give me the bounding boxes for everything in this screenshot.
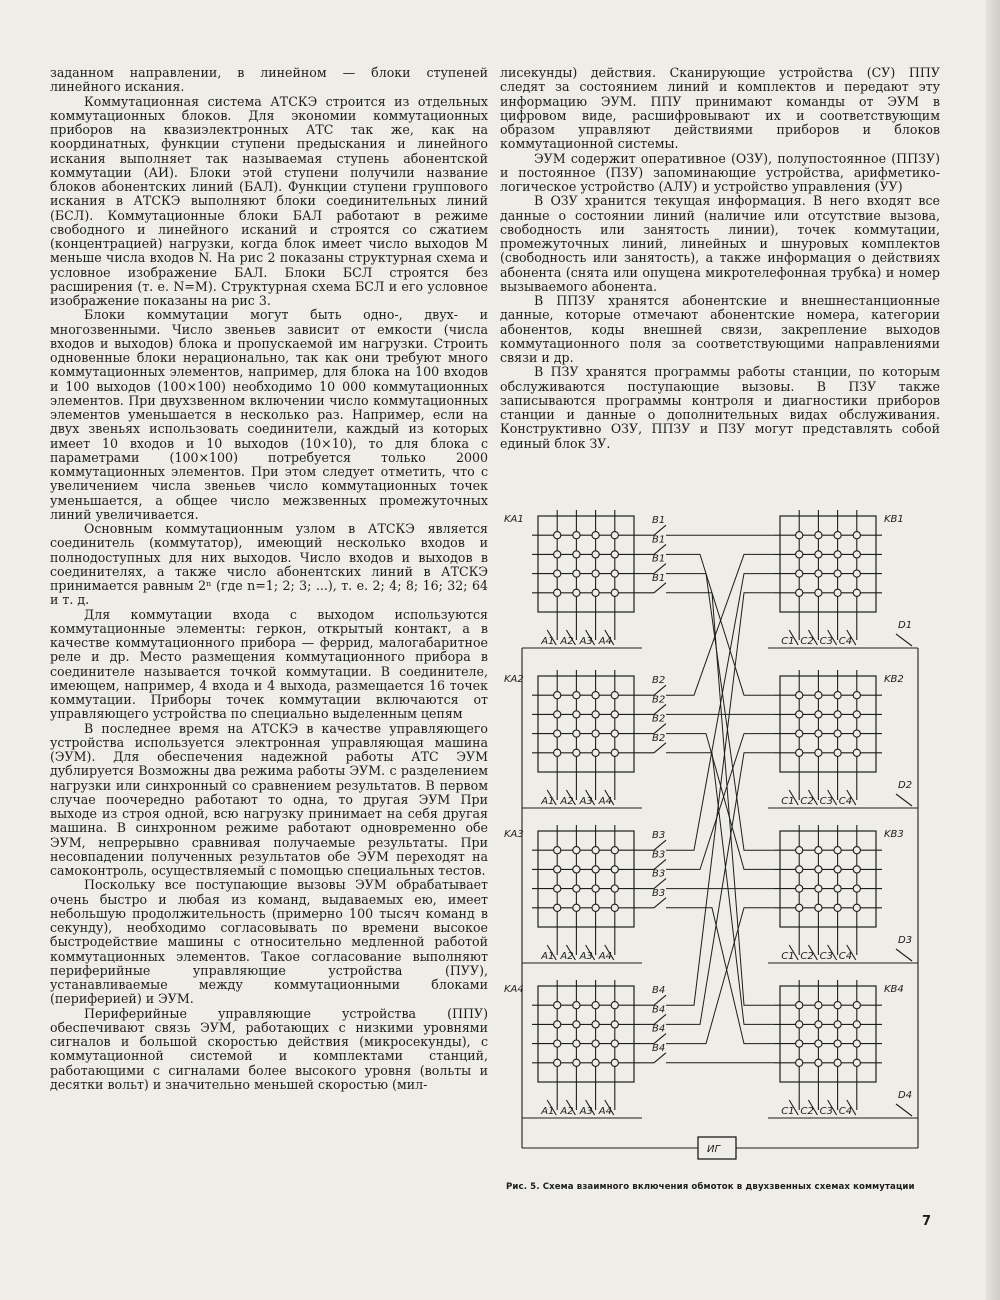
switch-point bbox=[611, 885, 618, 892]
switch-point bbox=[592, 866, 599, 873]
switch-point bbox=[573, 730, 580, 737]
row-label-b: B1 bbox=[652, 572, 666, 584]
switch-point bbox=[573, 1040, 580, 1047]
input-label-a: A1 bbox=[541, 636, 555, 647]
switch-point bbox=[796, 1059, 803, 1066]
switch-point bbox=[592, 589, 599, 596]
block-label-ka: KA3 bbox=[504, 829, 524, 840]
switch-point bbox=[853, 730, 860, 737]
switch-point bbox=[554, 885, 561, 892]
switch-point bbox=[853, 1059, 860, 1066]
switch-point bbox=[592, 1002, 599, 1009]
paragraph: В ППЗУ хранятся абонентские и внешнестанционные данные, которые отмечают абонентские номера, категории абонентов, коды внешней связи, закрепление выходов коммутационного поля за соответствующими направлениями связи и др. bbox=[500, 293, 940, 365]
switch-point bbox=[853, 847, 860, 854]
output-label-c: C3 bbox=[819, 636, 833, 647]
row-label-b: B3 bbox=[652, 868, 666, 880]
switch-point bbox=[853, 570, 860, 577]
input-label-a: A4 bbox=[598, 1106, 613, 1117]
output-label-c: C4 bbox=[838, 796, 853, 807]
switch-point bbox=[796, 866, 803, 873]
switch-point bbox=[611, 1040, 618, 1047]
switch-point bbox=[573, 1002, 580, 1009]
switch-point bbox=[611, 749, 618, 756]
paragraph: Блоки коммутации могут быть одно-, двух- и многозвенными. Число звеньев зависит от емкости (числа входов и выходов) блока и пропускаемой им нагрузки. Строить одновенные блоки нерационально, так как они требуют много коммутационных элементов, например, для блока на 100 входов и 100 выходов (100×100) необходимо 10 000 коммутационных элементов. При двухзвенном включении число коммутационных элементов уменьшается в несколько раз. Например, если на двух звеньях использовать соединители, каждый из которых имеет 10 входов и 10 выходов (10×10), то для блока с параметрами (100×100) потребуется только 2000 коммутационных элементов. При этом следует отметить, что с увеличением числа звеньев число коммутационных точек уменьшается, а общее число межзвенных промежуточных линий увеличивается. bbox=[50, 307, 488, 522]
switch-point bbox=[592, 885, 599, 892]
paragraph: Поскольку все поступающие вызовы ЭУМ обрабатывает очень быстро и любая из команд, выдаваемых ею, имеет небольшую продолжительность (примерно 100 тысяч команд в секунду), необходимо согласовывать по времени высокое быстродействие машины с относительно медленной работой коммутационных элементов. Такое согласование выполняют периферийные управляющие устройства (ПУУ), устанавливаемые между коммутационными блоками (периферией) и ЭУМ. bbox=[50, 877, 488, 1007]
switch-point bbox=[611, 692, 618, 699]
switch-point bbox=[834, 904, 841, 911]
switch-point bbox=[554, 570, 561, 577]
switch-point bbox=[611, 1002, 618, 1009]
switch-point bbox=[592, 730, 599, 737]
switch-point bbox=[815, 730, 822, 737]
switch-point bbox=[573, 589, 580, 596]
input-label-a: A3 bbox=[579, 796, 593, 807]
row-label-b: B2 bbox=[652, 675, 666, 687]
output-label-c: C3 bbox=[819, 951, 833, 962]
output-label-c: C4 bbox=[838, 1106, 853, 1117]
output-label-c: C4 bbox=[838, 951, 853, 962]
switch-point bbox=[815, 589, 822, 596]
output-label-d: D2 bbox=[898, 780, 913, 791]
input-label-a: A2 bbox=[560, 1106, 574, 1117]
input-label-a: A2 bbox=[560, 636, 574, 647]
switch-point bbox=[796, 532, 803, 539]
paragraph: Для коммутации входа с выходом используются коммутационные элементы: геркон, открытый контакт, а в качестве коммутационного прибора — феррид, малогабаритное реле и др. Место размещения коммутационного прибора в соединителе называется точкой коммутации. В соединителе, имеющем, например, 4 входа и 4 выхода, размещается 16 точек коммутации. Приборы точек коммутации включаются от управляющего устройства по специально выделенным цепям bbox=[50, 606, 488, 722]
switch-point bbox=[834, 749, 841, 756]
switch-point bbox=[573, 847, 580, 854]
switch-point bbox=[834, 866, 841, 873]
row-label-b: B2 bbox=[652, 713, 666, 725]
switch-point bbox=[796, 1040, 803, 1047]
d-contact bbox=[896, 1104, 912, 1116]
right-text-column bbox=[500, 66, 940, 451]
switch-point bbox=[554, 692, 561, 699]
switch-point bbox=[853, 711, 860, 718]
d-contact bbox=[896, 794, 912, 806]
row-label-b: B4 bbox=[652, 1042, 666, 1054]
input-label-a: A4 bbox=[598, 796, 613, 807]
output-label-c: C3 bbox=[819, 1106, 833, 1117]
b-contact bbox=[654, 743, 666, 753]
output-label-c: C3 bbox=[819, 796, 833, 807]
output-label-c: C2 bbox=[800, 796, 814, 807]
grid-frame bbox=[538, 831, 634, 927]
switch-point bbox=[611, 711, 618, 718]
row-label-b: B4 bbox=[652, 1023, 666, 1035]
switch-point bbox=[815, 532, 822, 539]
paragraph: лисекунды) действия. Сканирующие устройства (СУ) ППУ следят за состоянием линий и комплектов и передают эту информацию ЭУМ. ППУ принимают команды от ЭУМ в цифровом виде, расшифровывают их и соответствующим образом управляют действиями приборов и блоков коммутационной системы. bbox=[500, 65, 940, 152]
b-contact bbox=[654, 1053, 666, 1063]
block-label-ka: KA1 bbox=[504, 514, 524, 525]
row-label-b: B4 bbox=[652, 985, 666, 997]
switch-point bbox=[573, 1059, 580, 1066]
switch-point bbox=[796, 692, 803, 699]
switch-point bbox=[834, 711, 841, 718]
switch-point bbox=[815, 1021, 822, 1028]
switch-point bbox=[573, 551, 580, 558]
switch-point bbox=[853, 866, 860, 873]
switch-point bbox=[853, 1021, 860, 1028]
paragraph: В ПЗУ хранятся программы работы станции, по которым обслуживаются поступающие вызовы. В ПЗУ также записываются программы контроля и диагностики приборов станции и данные о дополнительных видах обслуживания. Конструктивно ОЗУ, ППЗУ и ПЗУ могут представлять собой единый блок ЗУ. bbox=[500, 364, 940, 451]
output-label-c: C2 bbox=[800, 1106, 814, 1117]
switch-point bbox=[834, 730, 841, 737]
block-label-ka: KA2 bbox=[504, 674, 524, 685]
page-edge bbox=[986, 0, 1000, 1300]
row-label-b: B3 bbox=[652, 887, 666, 899]
cross-connect-wire bbox=[666, 908, 774, 1044]
switch-point bbox=[611, 589, 618, 596]
switch-point bbox=[592, 749, 599, 756]
switch-point bbox=[834, 1002, 841, 1009]
switch-point bbox=[796, 551, 803, 558]
switch-point bbox=[554, 1002, 561, 1009]
switch-point bbox=[815, 692, 822, 699]
switch-point bbox=[796, 570, 803, 577]
switch-point bbox=[834, 532, 841, 539]
block-label-kb: KB2 bbox=[884, 674, 904, 685]
switch-point bbox=[815, 885, 822, 892]
switch-point bbox=[611, 532, 618, 539]
paragraph: заданном направлении, в линейном — блоки ступеней линейного искания. bbox=[50, 65, 488, 95]
switch-point bbox=[815, 711, 822, 718]
output-label-c: C2 bbox=[800, 951, 814, 962]
switch-point bbox=[592, 532, 599, 539]
switch-point bbox=[815, 1040, 822, 1047]
input-label-a: A3 bbox=[579, 636, 593, 647]
grid-frame bbox=[780, 516, 876, 612]
figure-caption: Рис. 5. Схема взаимного включения обмоток в двухзвенных схемах коммутации bbox=[506, 1182, 915, 1192]
switch-point bbox=[611, 551, 618, 558]
paragraph: В последнее время на АТСКЭ в качестве управляющего устройства используется электронная управляющая машина (ЭУМ). Для обеспечения надежной работы АТС ЭУМ дублируется Возможны два режима работы ЭУМ. с разделением нагрузки или синхронный со сравнением результатов. В первом случае поочередно работают то одна, то другая ЭУМ При выходе из строя одной, всю нагрузку принимает на себя другая машина. В синхронном режиме работают одновременно обе ЭУМ, непрерывно сравнивая получаемые результаты. При несовпадении полученных результатов обе ЭУМ переходят на самоконтроль, осуществляемый с помощью специальных тестов. bbox=[50, 720, 488, 878]
switch-point bbox=[815, 1059, 822, 1066]
switch-point bbox=[611, 866, 618, 873]
switch-point bbox=[611, 730, 618, 737]
grid-frame bbox=[538, 516, 634, 612]
switch-point bbox=[853, 1040, 860, 1047]
input-label-a: A2 bbox=[560, 796, 574, 807]
switch-point bbox=[592, 570, 599, 577]
block-label-kb: KB3 bbox=[884, 829, 904, 840]
grid-frame bbox=[780, 831, 876, 927]
input-label-a: A3 bbox=[579, 1106, 593, 1117]
switch-point bbox=[554, 904, 561, 911]
switch-point bbox=[834, 589, 841, 596]
switch-point bbox=[796, 1002, 803, 1009]
block-label-kb: KB4 bbox=[884, 984, 904, 995]
b-contact bbox=[654, 583, 666, 593]
switch-point bbox=[796, 749, 803, 756]
switch-point bbox=[554, 1059, 561, 1066]
switch-point bbox=[554, 730, 561, 737]
switch-point bbox=[834, 1059, 841, 1066]
paragraph: В ОЗУ хранится текущая информация. В него входят все данные о состоянии линий (наличие или отсутствие вызова, свободность или занятость линии), точек коммутации, промежуточных линий, линейных и шнуровых комплектов (свободность или занятость), а также информация о действиях абонента (снята или опущена микротелефонная трубка) и номер вызываемого абонента. bbox=[500, 193, 940, 294]
switch-point bbox=[554, 866, 561, 873]
switch-point bbox=[592, 1040, 599, 1047]
switch-point bbox=[592, 1021, 599, 1028]
switch-point bbox=[853, 1002, 860, 1009]
grid-frame bbox=[780, 676, 876, 772]
row-label-b: B1 bbox=[652, 534, 666, 546]
switch-point bbox=[834, 1040, 841, 1047]
switch-point bbox=[573, 866, 580, 873]
switch-point bbox=[815, 551, 822, 558]
switch-point bbox=[796, 904, 803, 911]
switch-point bbox=[853, 885, 860, 892]
switch-point bbox=[853, 551, 860, 558]
input-label-a: A3 bbox=[579, 951, 593, 962]
switch-point bbox=[796, 847, 803, 854]
cross-connect-wire bbox=[666, 908, 774, 1044]
switch-point bbox=[592, 692, 599, 699]
switch-point bbox=[554, 749, 561, 756]
switch-point bbox=[853, 692, 860, 699]
switch-point bbox=[592, 904, 599, 911]
switch-point bbox=[834, 551, 841, 558]
switch-point bbox=[554, 589, 561, 596]
figure-switching-diagram bbox=[500, 496, 940, 1174]
grid-frame bbox=[780, 986, 876, 1082]
switch-point bbox=[611, 1021, 618, 1028]
switch-point bbox=[853, 749, 860, 756]
switch-point bbox=[573, 1021, 580, 1028]
output-label-c: C1 bbox=[781, 636, 795, 647]
output-label-d: D4 bbox=[898, 1090, 913, 1101]
switch-point bbox=[554, 711, 561, 718]
block-label-ka: KA4 bbox=[504, 984, 524, 995]
row-label-b: B2 bbox=[652, 694, 666, 706]
switch-point bbox=[834, 1021, 841, 1028]
switch-point bbox=[834, 885, 841, 892]
row-label-b: B1 bbox=[652, 515, 666, 527]
left-text-column bbox=[50, 66, 488, 1092]
row-label-b: B4 bbox=[652, 1004, 666, 1016]
switch-point bbox=[573, 570, 580, 577]
switch-point bbox=[573, 904, 580, 911]
output-label-c: C4 bbox=[838, 636, 853, 647]
switch-point bbox=[834, 692, 841, 699]
switch-point bbox=[834, 570, 841, 577]
output-label-d: D3 bbox=[898, 935, 913, 946]
output-label-c: C1 bbox=[781, 1106, 795, 1117]
input-label-a: A1 bbox=[541, 796, 555, 807]
switch-point bbox=[611, 847, 618, 854]
grid-frame bbox=[538, 986, 634, 1082]
switch-point bbox=[573, 885, 580, 892]
switch-point bbox=[815, 570, 822, 577]
switch-point bbox=[853, 532, 860, 539]
row-label-b: B2 bbox=[652, 732, 666, 744]
generator-label: ИГ bbox=[707, 1144, 721, 1155]
switch-point bbox=[853, 589, 860, 596]
input-label-a: A4 bbox=[598, 951, 613, 962]
input-label-a: A4 bbox=[598, 636, 613, 647]
switch-point bbox=[796, 885, 803, 892]
b-contact bbox=[654, 898, 666, 908]
switch-point bbox=[796, 589, 803, 596]
switch-point bbox=[573, 692, 580, 699]
switch-point bbox=[592, 1059, 599, 1066]
paragraph: Коммутационная система АТСКЭ строится из отдельных коммутационных блоков. Для экономии коммутационных приборов на квазиэлектронных АТС так же, как на координатных, функции ступени предыскания и линейного искания выполняет так называемая ступень абонентской коммутации (АИ). Блоки этой ступени получили название блоков абонентских линий (БАЛ). Функции ступени группового искания в АТСКЭ выполняют блоки соединительных линий (БСЛ). Коммутационные блоки БАЛ работают в режиме свободного и линейного исканий и строятся со сжатием (концентрацией) нагрузки, когда блок имеет число выходов M меньше числа входов N. На рис 2 показаны структурная схема и условное изображение БАЛ. Блоки БСЛ строятся без расширения (т. е. N=M). Структурная схема БСЛ и его условное изображение показаны на рис 3. bbox=[50, 93, 488, 308]
switch-point bbox=[554, 551, 561, 558]
switch-point bbox=[573, 749, 580, 756]
switch-point bbox=[554, 532, 561, 539]
row-label-b: B1 bbox=[652, 553, 666, 565]
switch-point bbox=[815, 904, 822, 911]
paragraph: Периферийные управляющие устройства (ППУ) обеспечивают связь ЭУМ, работающих с низкими уровнями сигналов и большой скоростью действия (микросекунды), с коммутационной системой и комплектами станций, работающими с сигналами более высокого уровня (вольты и десятки вольт) и значительно меньшей скоростью (мил- bbox=[50, 1005, 488, 1092]
switch-point bbox=[796, 730, 803, 737]
switch-point bbox=[796, 1021, 803, 1028]
switch-point bbox=[611, 1059, 618, 1066]
cross-connect-wire bbox=[666, 734, 774, 870]
output-label-c: C1 bbox=[781, 796, 795, 807]
paragraph: ЭУМ содержит оперативное (ОЗУ), полупостоянное (ППЗУ) и постоянное (ПЗУ) запоминающие устройства, арифметико-логическое устройство (АЛУ) и устройство управления (УУ) bbox=[500, 150, 940, 194]
switch-point bbox=[592, 711, 599, 718]
switch-point bbox=[815, 847, 822, 854]
switch-point bbox=[853, 904, 860, 911]
switch-point bbox=[611, 570, 618, 577]
input-label-a: A1 bbox=[541, 1106, 555, 1117]
grid-frame bbox=[538, 676, 634, 772]
output-label-d: D1 bbox=[898, 620, 913, 631]
switch-point bbox=[815, 1002, 822, 1009]
input-label-a: A2 bbox=[560, 951, 574, 962]
switch-point bbox=[573, 532, 580, 539]
switch-point bbox=[796, 711, 803, 718]
switch-point bbox=[592, 847, 599, 854]
page-number: 7 bbox=[922, 1214, 932, 1229]
switch-point bbox=[834, 847, 841, 854]
row-label-b: B3 bbox=[652, 849, 666, 861]
cross-connect-wire bbox=[666, 734, 774, 870]
d-contact bbox=[896, 949, 912, 961]
output-label-c: C1 bbox=[781, 951, 795, 962]
switch-point bbox=[554, 1021, 561, 1028]
switch-point bbox=[554, 1040, 561, 1047]
switch-point bbox=[611, 904, 618, 911]
output-label-c: C2 bbox=[800, 636, 814, 647]
d-contact bbox=[896, 634, 912, 646]
block-label-kb: KB1 bbox=[884, 514, 904, 525]
row-label-b: B3 bbox=[652, 830, 666, 842]
switch-point bbox=[554, 847, 561, 854]
switch-point bbox=[815, 866, 822, 873]
switch-point bbox=[592, 551, 599, 558]
input-label-a: A1 bbox=[541, 951, 555, 962]
switch-point bbox=[815, 749, 822, 756]
switch-point bbox=[573, 711, 580, 718]
paragraph: Основным коммутационным узлом в АТСКЭ является соединитель (коммутатор), имеющий несколько входов и полнодоступных для них выходов. Число входов и выходов в соединителях, а также число абонентских линий в АТСКЭ принимается равным 2ⁿ (где n=1; 2; 3; ...), т. е. 2; 4; 8; 16; 32; 64 и т. д. bbox=[50, 521, 488, 608]
